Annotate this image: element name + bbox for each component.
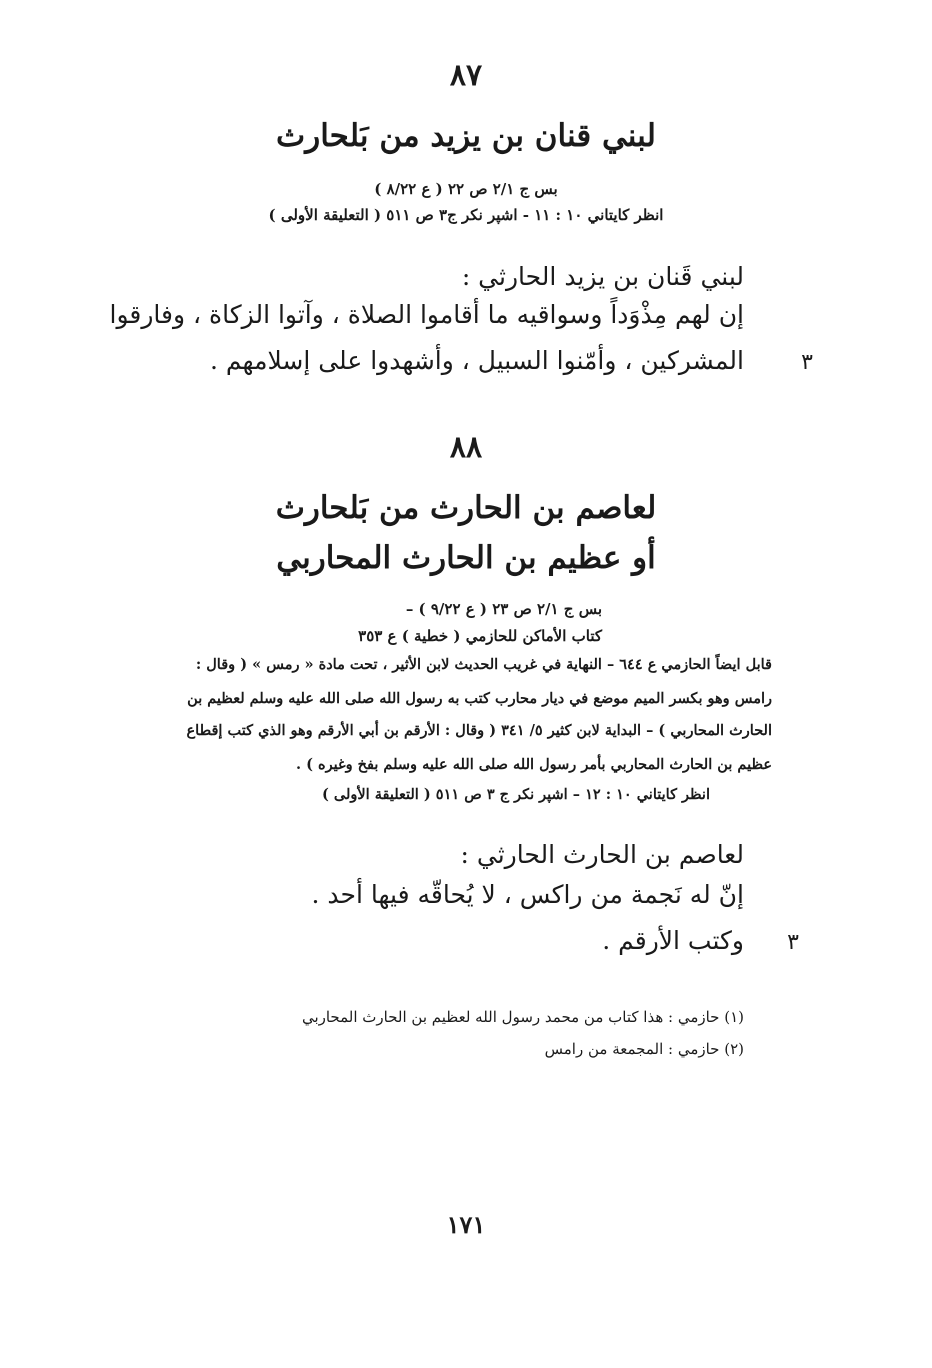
- text-line: وكتب الأرقم .: [602, 926, 744, 955]
- text-line: إن لهم مِذْوَداً وسواقيه ما أقاموا الصلاة ، وآتوا الزكاة ، وفارقوا: [109, 300, 744, 329]
- note-line: انظر كايتاني ١٠ : ١٢ – اشپر نكر ج ٣ ص ٥١١ ( التعليقة الأولى ): [321, 786, 710, 803]
- line-number: ٣: [787, 930, 799, 955]
- note-line: عظيم بن الحارث المحاربي بأمر رسول الله صلى الله عليه وسلم بفخ وغيره ) .: [296, 756, 772, 773]
- text-line: لبني قَنان بن يزيد الحارثي :: [461, 262, 744, 291]
- text-line: إنّ له نَجمة من راكس ، لا يُحاقّه فيها أحد .: [311, 880, 744, 909]
- reference-line: كتاب الأماكن للحازمي ( خطية ) ع ٣٥٣: [358, 627, 602, 645]
- text-line: المشركين ، وأمّنوا السبيل ، وأشهدوا على إسلامهم .: [210, 346, 744, 375]
- note-line: رامس وهو بكسر الميم موضع في ديار محارب كتب به رسول الله صلى الله عليه وسلم لعظيم بن: [187, 690, 772, 707]
- line-number: ٣: [801, 350, 813, 375]
- page-number: ١٧١: [446, 1210, 486, 1239]
- note-line: الحارث المحاربي ) – البداية لابن كثير ٥/ ٣٤١ ( وقال : الأرقم بن أبي الأرقم وهو الذي كتب إقطاع: [186, 722, 772, 739]
- section-number: ٨٨: [449, 430, 483, 465]
- footnote: (٢) حازمي : المجمعة من رامس: [544, 1040, 744, 1058]
- section-title-line: لعاصم بن الحارث من بَلحارث: [275, 490, 657, 526]
- note-line: قابل ايضاً الحازمي ع ٦٤٤ – النهاية في غريب الحديث لابن الأثير ، تحت مادة « رمس » ( وقال :: [195, 656, 772, 673]
- section-title: لبني قنان بن يزيد من بَلحارث: [276, 118, 656, 154]
- reference-line: بس ج ٢/١ ص ٢٣ ( ع ٩/٢٢ ) –: [405, 600, 602, 618]
- reference-line: بس ج ٢/١ ص ٢٢ ( ع ٨/٢٢ ): [374, 180, 558, 198]
- text-line: لعاصم بن الحارث الحارثي :: [460, 840, 744, 869]
- section-number: ٨٧: [449, 58, 483, 93]
- footnote: (١) حازمي : هذا كتاب من محمد رسول الله لعظيم بن الحارث المحاربي: [301, 1008, 744, 1026]
- reference-line: انظر كايتاني ١٠ : ١١ - اشپر نكر ج٣ ص ٥١١ ( التعليقة الأولى ): [268, 206, 664, 224]
- section-title-line: أو عظيم بن الحارث المحاربي: [276, 540, 656, 576]
